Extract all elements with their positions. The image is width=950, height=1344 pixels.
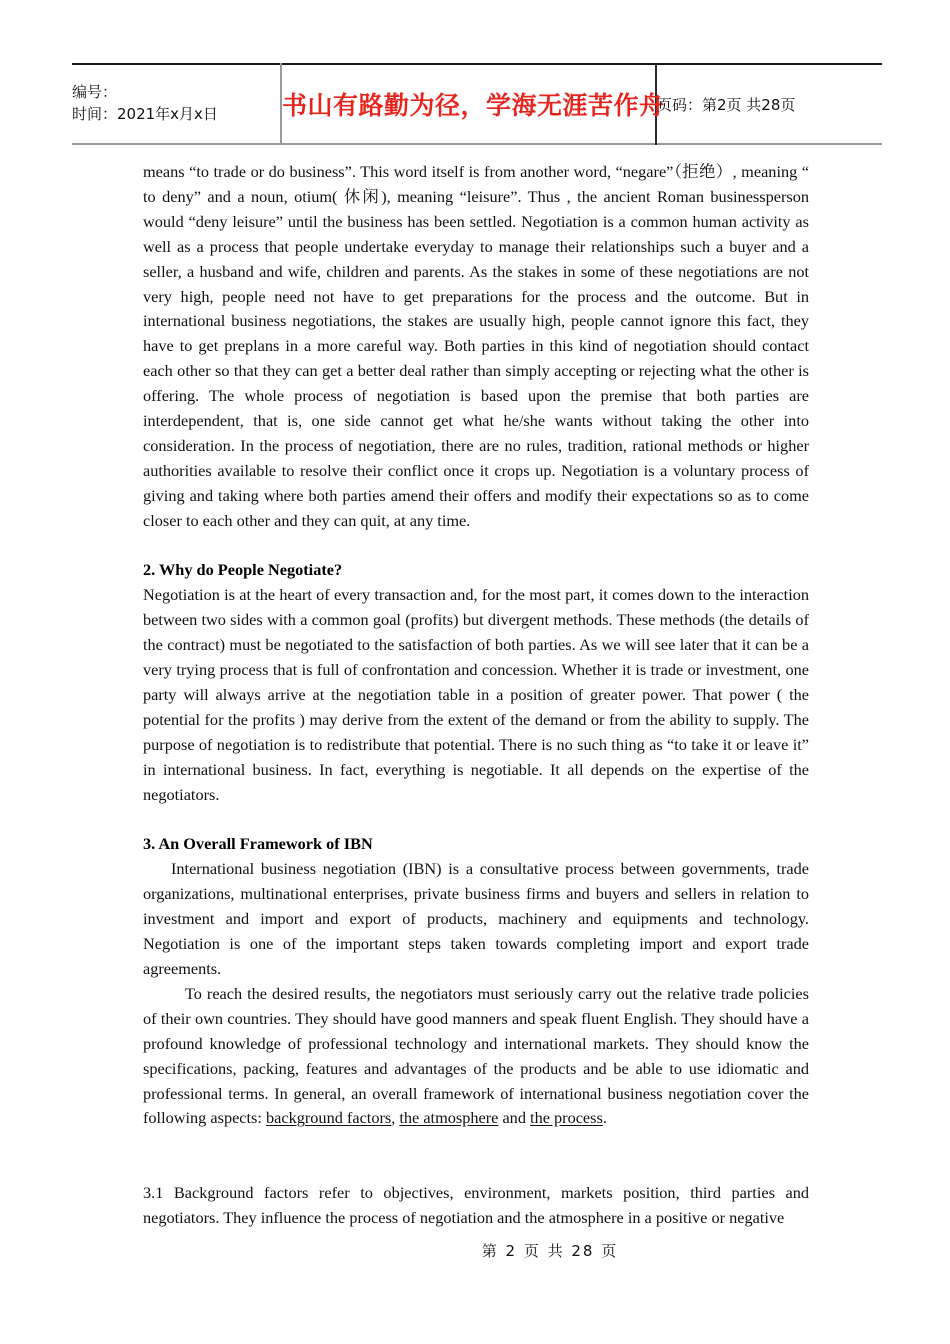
- paragraph-why-negotiate: Negotiation is at the heart of every transaction and, for the most part, it comes down to the interaction between two sides with a common goal (profits) but divergent methods. These methods (the details of the contract) must be negotiated to the satisfaction of both parties. As we will see later that it can be a very trying process that is full of confrontation and concession. Whether it is trade or investment, one party will always arrive at the negotiation table in a position of greater power. That power ( the potential for the profits ) may derive from the extent of the demand or from the ability to supply. The purpose of negotiation is to redistribute that potential. There is no such thing as “to take it or leave it” in international business. In fact, everything is negotiable. It all depends on the expertise of the negotiators.: [143, 585, 809, 804]
- paragraph-continuation: means “to trade or do business”. This word itself is from another word, “negare”（拒绝）, meaning “ to deny” and a noun, otium( 休闲), meaning “leisure”. Thus , the ancient Roman businessperson would “deny leisure” until the business has been settled. Negotiation is a common human activity as well as a process that people undertake everyday to manage their relationships such a buyer and a seller, a husband and wife, children and parents. As the stakes in some of these negotiations are not very high, people need not have to get preparations for the process and the outcome. But in international business negotiations, the stakes are usually high, people cannot ignore this fact, they have to get preplans in a more careful way. Both parties in this kind of negotiation should contact each other so that they can get a better deal rather than simply accepting or rejecting what the other is offering. The whole process of negotiation is based upon the premise that both parties are interdependent, that is, one side cannot get what he/she wants without taking the other into consideration. In the process of negotiation, there are no rules, tradition, rational methods or higher authorities available to resolve their conflict once it crops up. Negotiation is a voluntary process of giving and taking where both parties amend their offers and modify their expectations so as to come closer to each other and they can quit, at any time.: [143, 162, 809, 530]
- paragraph-desired-results: [143, 982, 809, 1131]
- header-pagenum-cell: [656, 64, 882, 144]
- header-row: [72, 64, 882, 144]
- page-footer: [0, 1240, 950, 1261]
- header-meta-cell: [72, 64, 281, 144]
- header-date-label: 时间：2021年x月x日: [72, 105, 218, 123]
- term-the-atmosphere: the atmosphere: [399, 1108, 499, 1128]
- header-pagenum-text: 页码：第2页 共28页: [657, 95, 796, 114]
- section-heading-3: 3. An Overall Framework of IBN: [143, 834, 373, 854]
- page-header-table: [72, 63, 882, 145]
- paragraph-ibn-definition: International business negotiation (IBN) is a consultative process between governments, trade organizations, multinational enterprises, private business firms and buyers and sellers in relation to investment and import and export of products, machinery and equipments and technology. Negotiation is one of the important steps taken towards completing import and export trade agreements.: [143, 859, 809, 978]
- document-body: [143, 160, 809, 1231]
- term-background-factors: background factors: [266, 1108, 392, 1128]
- header-motto-text: 书山有路勤为径，学海无涯苦作舟: [282, 91, 665, 120]
- paragraph-background-factors: 3.1 Background factors refer to objectives, environment, markets position, third parties and negotiators. They influence the process of negotiation and the atmosphere in a positive or negative: [143, 1183, 809, 1228]
- header-serial-label: 编号：: [72, 83, 118, 102]
- separator-2: and: [498, 1108, 531, 1128]
- separator-1: ,: [391, 1108, 400, 1128]
- header-motto-cell: [281, 64, 665, 144]
- paragraph-desired-results-prefix: To reach the desired results, the negotiators must seriously carry out the relative trade policies of their own countries. They should have good manners and speak fluent English. They should have a profound knowledge of professional technology and international markets. They should know the specifications, packing, features and advantages of the products and be able to use idiomatic and professional terms. In general, an overall framework of international business negotiation cover the following aspects:: [143, 983, 809, 1128]
- section-heading-2: 2. Why do People Negotiate?: [143, 560, 343, 580]
- term-the-process: the process: [530, 1108, 603, 1128]
- footer-page-label: 第 2 页 共 28 页: [481, 1242, 619, 1260]
- paragraph-desired-results-suffix: .: [602, 1108, 607, 1128]
